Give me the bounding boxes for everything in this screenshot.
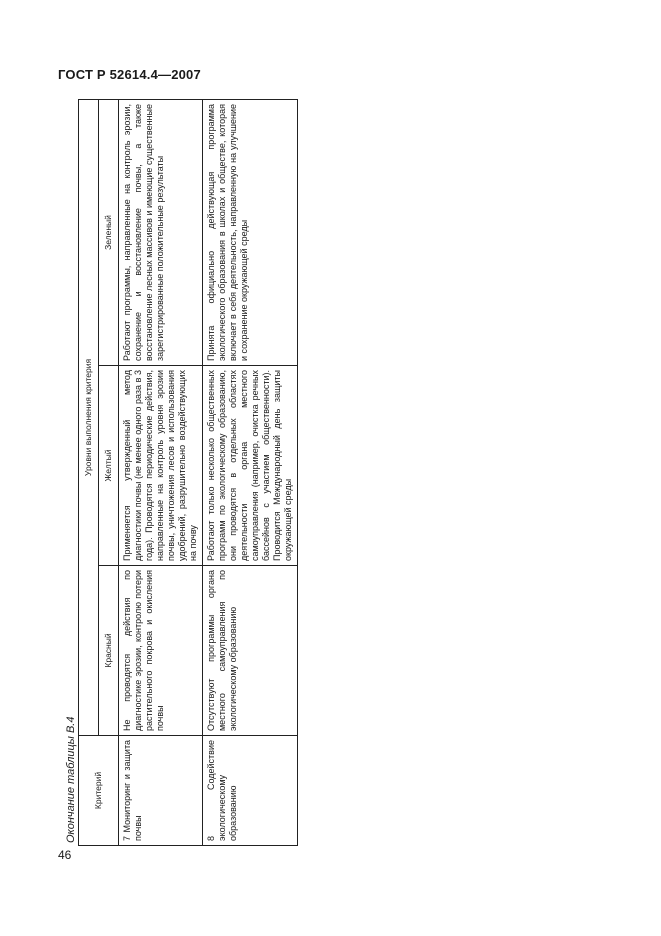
row-green: Принята официально действующая программа экологического образования в школах и обществе, которая включает в себя деятельность, направленную на улучшение и сохранение окружающей среды (203, 100, 298, 366)
table-row (119, 100, 203, 846)
rotated-table-wrapper (78, 100, 293, 846)
table-row (203, 100, 298, 846)
row-green: Работают программы, направленные на контроль эрозии, сохранение и восстановление почвы, а также восстановление лесных массивов и имеющие существенные зарегистрированные положительные результаты (119, 100, 203, 366)
row-red: Отсутствуют программы органа местного самоуправления по экологическому образованию (203, 566, 298, 736)
row-criterion: 8 Содействие экологическому образованию (203, 736, 298, 846)
header-yellow: Желтый (99, 366, 119, 566)
table-continuation-label: Окончание таблицы В.4 (65, 716, 77, 843)
page-number: 46 (58, 848, 72, 862)
row-yellow: Работают только несколько общественных программ по экологическому образованию, они проводятся в отдельных областях деятельности органа местного самоуправления (например, очистка речных бассейнов с участием общественности). Проводится Международный день защиты окружающей среды (203, 366, 298, 566)
row-red: Не проводятся действия по диагностике эрозии, контролю потери растительного покрова и окисления почвы (119, 566, 203, 736)
header-criterion: Критерий (79, 736, 119, 846)
document-header: ГОСТ Р 52614.4—2007 (58, 67, 201, 82)
row-criterion: 7 Мониторинг и защита почвы (119, 736, 203, 846)
header-levels: Уровни выполнения критерия (79, 100, 99, 736)
header-green: Зеленый (99, 100, 119, 366)
row-yellow: Применяется утвержденный метод диагностики почвы (не менее одного раза в 3 года). Проводятся периодические действия, направленные на контроль уровня эрозии почвы, уничтожения лесов и использования удобрений, разрушительно воздействующих на почву (119, 366, 203, 566)
criteria-table (78, 99, 298, 846)
header-red: Красный (99, 566, 119, 736)
